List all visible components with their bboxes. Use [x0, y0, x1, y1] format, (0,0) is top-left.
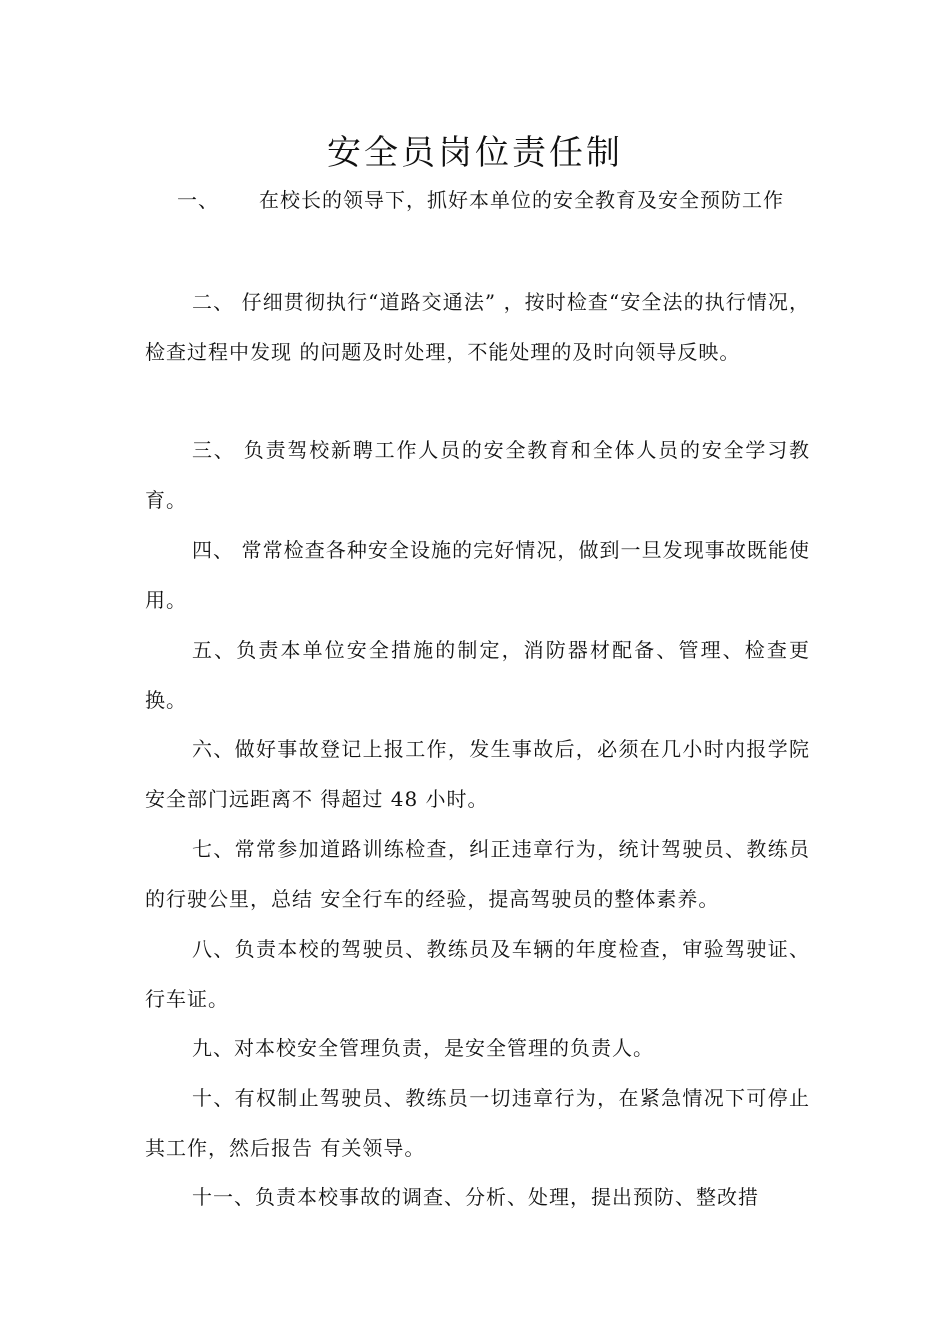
- clause-text: 负责本校事故的调查、分析、处理，提出预防、整改措: [255, 1185, 759, 1209]
- clause-text: 常常检查各种安全设施的完好情况，做到一旦发现事故既能使用。: [145, 538, 811, 612]
- clause-number: 五、: [192, 638, 237, 662]
- clause-3: [145, 425, 810, 525]
- clause-7: [145, 824, 810, 924]
- clause-text: 有权制止驾驶员、教练员一切违章行为，在紧急情况下可停止其工作，然后报告 有关领导。: [145, 1086, 811, 1160]
- clause-6: [145, 724, 810, 824]
- clause-text: 负责本校的驾驶员、教练员及车辆的年度检查，审验驾驶证、行车证。: [145, 937, 811, 1011]
- clause-number: 八、: [192, 937, 235, 961]
- clause-text: 做好事故登记上报工作，发生事故后，必须在几小时内报学院安全部门远距离不 得超过 48 小时。: [145, 737, 811, 811]
- clause-8: [145, 924, 810, 1024]
- clause-text: 在校长的领导下，抓好本单位的安全教育及安全预防工作: [259, 188, 784, 212]
- clause-5: [145, 625, 810, 725]
- clause-number: 四、: [192, 538, 235, 562]
- clause-10: [145, 1073, 810, 1173]
- clause-11: [145, 1172, 810, 1222]
- clause-4: [145, 525, 810, 625]
- clause-text: 常常参加道路训练检查，纠正违章行为，统计驾驶员、教练员的行驶公里，总结 安全行车的经验，提高驾驶员的整体素养。: [145, 837, 811, 911]
- clause-1: [145, 175, 810, 225]
- clause-number: 一、: [177, 188, 219, 212]
- clause-text: 对本校安全管理负责，是安全管理的负责人。: [234, 1036, 654, 1060]
- clause-number: 二、: [192, 290, 235, 314]
- document-title: 安全员岗位责任制: [327, 133, 623, 173]
- clause-2: [145, 277, 810, 377]
- clause-text: 仔细贯彻执行“道路交通法” ，按时检查“安全法的执行情况，检查过程中发现 的问题及时处理，不能处理的及时向领导反映。: [145, 290, 811, 364]
- clause-number: 十一、: [192, 1185, 255, 1209]
- clause-number: 十、: [192, 1086, 235, 1110]
- clause-9: [145, 1023, 810, 1073]
- clause-text: 负责驾校新聘工作人员的安全教育和全体人员的安全学习教育。: [145, 438, 811, 512]
- clause-number: 九、: [192, 1036, 234, 1060]
- clause-number: 三、: [192, 438, 236, 462]
- clause-number: 七、: [192, 837, 235, 861]
- clause-text: 负责本单位安全措施的制定，消防器材配备、管理、检查更换。: [145, 638, 811, 712]
- clause-number: 六、: [192, 737, 235, 761]
